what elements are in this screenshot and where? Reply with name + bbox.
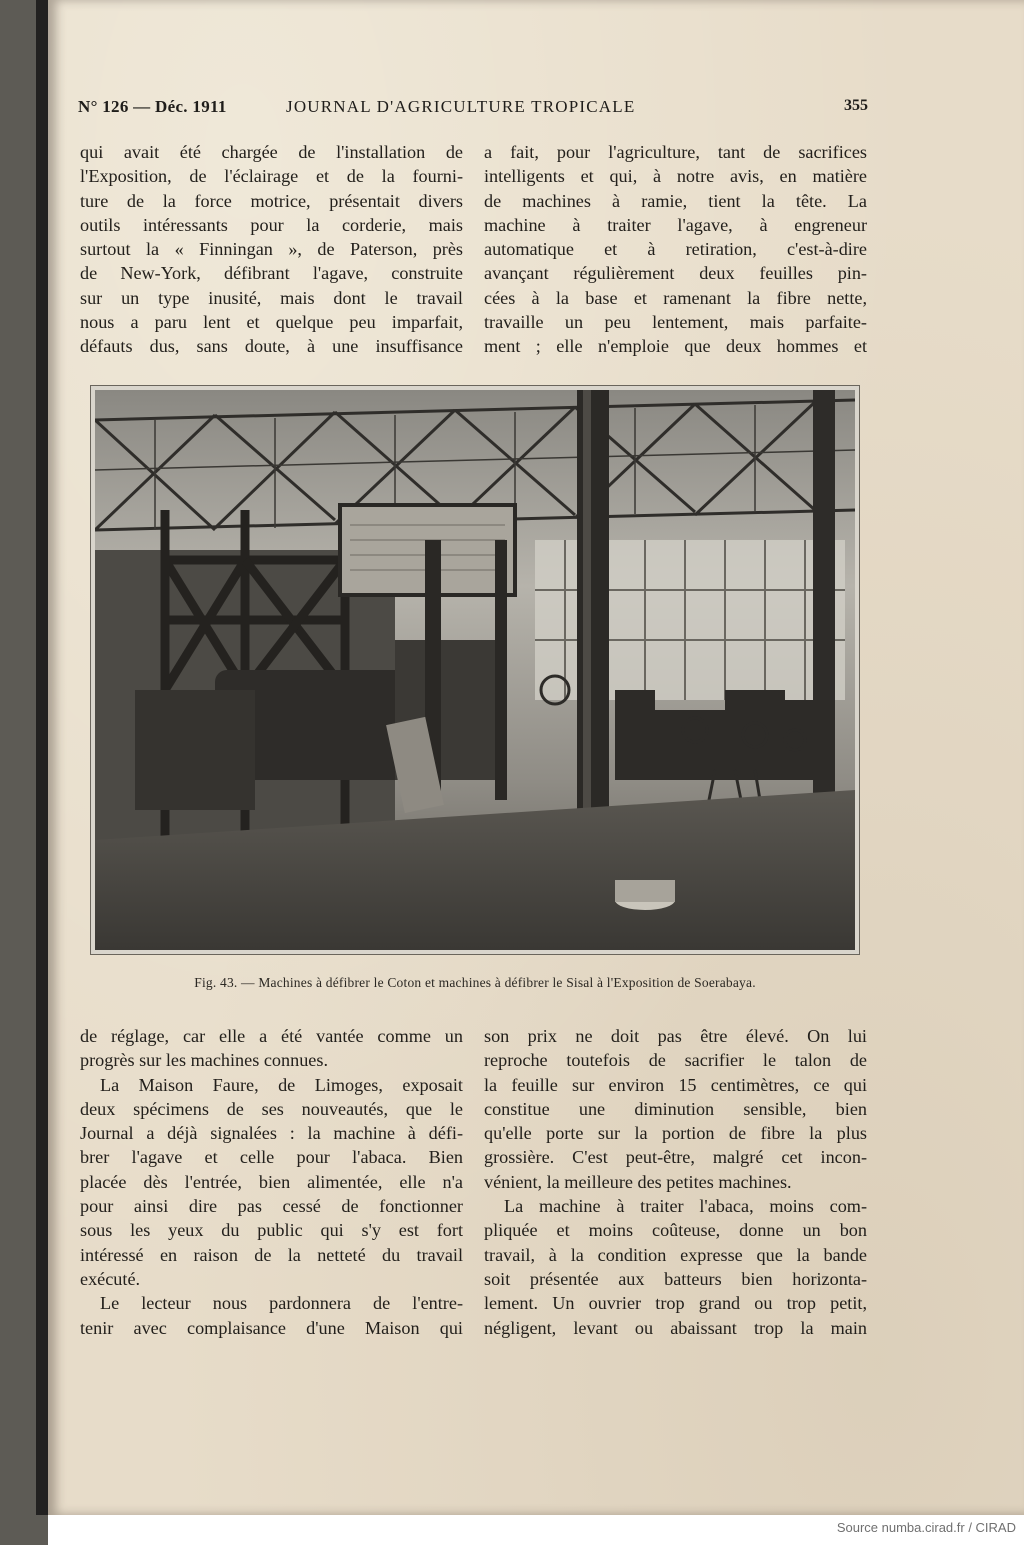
text-line: avançant régulièrement deux feuilles pin- bbox=[484, 263, 867, 284]
page-number: 355 bbox=[844, 97, 868, 114]
text-line: La Maison Faure, de Limoges, exposait bbox=[100, 1074, 463, 1095]
column-right-top bbox=[484, 140, 867, 359]
column-left-bottom bbox=[80, 1024, 463, 1340]
text-line: travail, à la condition expresse que la bande bbox=[484, 1244, 867, 1265]
journal-page bbox=[48, 0, 1024, 1515]
text-line: ment ; elle n'emploie que deux hommes et bbox=[484, 336, 867, 357]
text-line: tenir avec complaisance d'une Maison qui bbox=[80, 1317, 463, 1338]
text-line: l'Exposition, de l'éclairage et de la fourni- bbox=[80, 166, 463, 187]
figure-caption: Fig. 43. — Machines à défibrer le Coton et machines à défibrer le Sisal à l'Exposition de Soerabaya. bbox=[194, 975, 756, 990]
text-line: pliquée et moins coûteuse, donne un bon bbox=[484, 1220, 867, 1241]
text-line: reproche toutefois de sacrifier le talon de bbox=[484, 1050, 867, 1071]
text-line: exécuté. bbox=[80, 1268, 141, 1289]
text-line: a fait, pour l'agriculture, tant de sacrifices bbox=[484, 142, 867, 162]
text-line: de réglage, car elle a été vantée comme un bbox=[80, 1026, 463, 1046]
text-line: vénient, la meilleure des petites machines. bbox=[484, 1171, 792, 1192]
text-line: nous a paru lent et quelque peu imparfait, bbox=[80, 312, 463, 333]
text-line: sur un type inusité, mais dont le travail bbox=[80, 287, 463, 308]
text-line: sous les yeux du public qui s'y est fort bbox=[80, 1220, 463, 1241]
text-line: La machine à traiter l'abaca, moins com- bbox=[504, 1196, 867, 1217]
text-line: intelligents et qui, à notre avis, en matière bbox=[484, 166, 867, 187]
issue-label: N° 126 — Déc. 1911 bbox=[78, 97, 227, 116]
text-line: de machines à ramie, tient la tête. La bbox=[484, 190, 867, 211]
text-line: machine à traiter l'agave, à engreneur bbox=[484, 214, 867, 235]
source-credit: Source numba.cirad.fr / CIRAD bbox=[836, 1520, 1016, 1535]
text-line: ture de la force motrice, présentait divers bbox=[80, 190, 463, 211]
text-line: surtout la « Finningan », de Paterson, près bbox=[80, 239, 463, 260]
text-line: négligent, levant ou abaissant trop la main bbox=[484, 1317, 867, 1338]
text-line: qu'elle porte sur la portion de fibre la plus bbox=[484, 1123, 867, 1144]
journal-title: JOURNAL D'AGRICULTURE TROPICALE bbox=[286, 97, 636, 116]
text-line: soit présentée aux batteurs bien horizonta- bbox=[484, 1268, 867, 1289]
text-line: lement. Un ouvrier trop grand ou trop petit, bbox=[484, 1293, 867, 1314]
text-line: progrès sur les machines connues. bbox=[80, 1050, 328, 1071]
column-left-top bbox=[80, 140, 463, 359]
text-line: travaille un peu lentement, mais parfaite- bbox=[484, 312, 867, 333]
text-line: pour ainsi dire pas cessé de fonctionner bbox=[80, 1196, 463, 1217]
text-line: la feuille sur environ 15 centimètres, ce qui bbox=[484, 1074, 867, 1095]
text-line: cées à la base et ramenant la fibre nette, bbox=[484, 287, 867, 308]
text-line: brer l'agave et celle pour l'abaca. Bien bbox=[80, 1147, 463, 1168]
text-line: placée dès l'entrée, bien alimentée, elle n'a bbox=[80, 1171, 463, 1192]
factory-hall-photo bbox=[95, 390, 855, 950]
text-line: Journal a déjà signalées : la machine à défi- bbox=[80, 1123, 463, 1144]
text-line: automatique et à retiration, c'est-à-dire bbox=[484, 239, 867, 260]
running-head bbox=[78, 97, 868, 121]
column-right-bottom bbox=[484, 1024, 867, 1340]
text-line: deux spécimens de ses nouveautés, que le bbox=[80, 1098, 463, 1119]
text-line: grossière. C'est peut-être, malgré cet incon- bbox=[484, 1147, 867, 1168]
text-line: de New-York, défibrant l'agave, construite bbox=[80, 263, 463, 284]
text-line: outils intéressants pour la corderie, mais bbox=[80, 214, 463, 235]
text-line: défauts dus, sans doute, à une insuffisance bbox=[80, 336, 463, 357]
text-line: Le lecteur nous pardonnera de l'entre- bbox=[100, 1293, 463, 1314]
figure-photo bbox=[90, 385, 860, 955]
text-line: intéressé en raison de la netteté du travail bbox=[80, 1244, 463, 1265]
text-line: constitue une diminution sensible, bien bbox=[484, 1098, 867, 1119]
text-line: son prix ne doit pas être élevé. On lui bbox=[484, 1026, 867, 1046]
text-line: qui avait été chargée de l'installation de bbox=[80, 142, 463, 162]
